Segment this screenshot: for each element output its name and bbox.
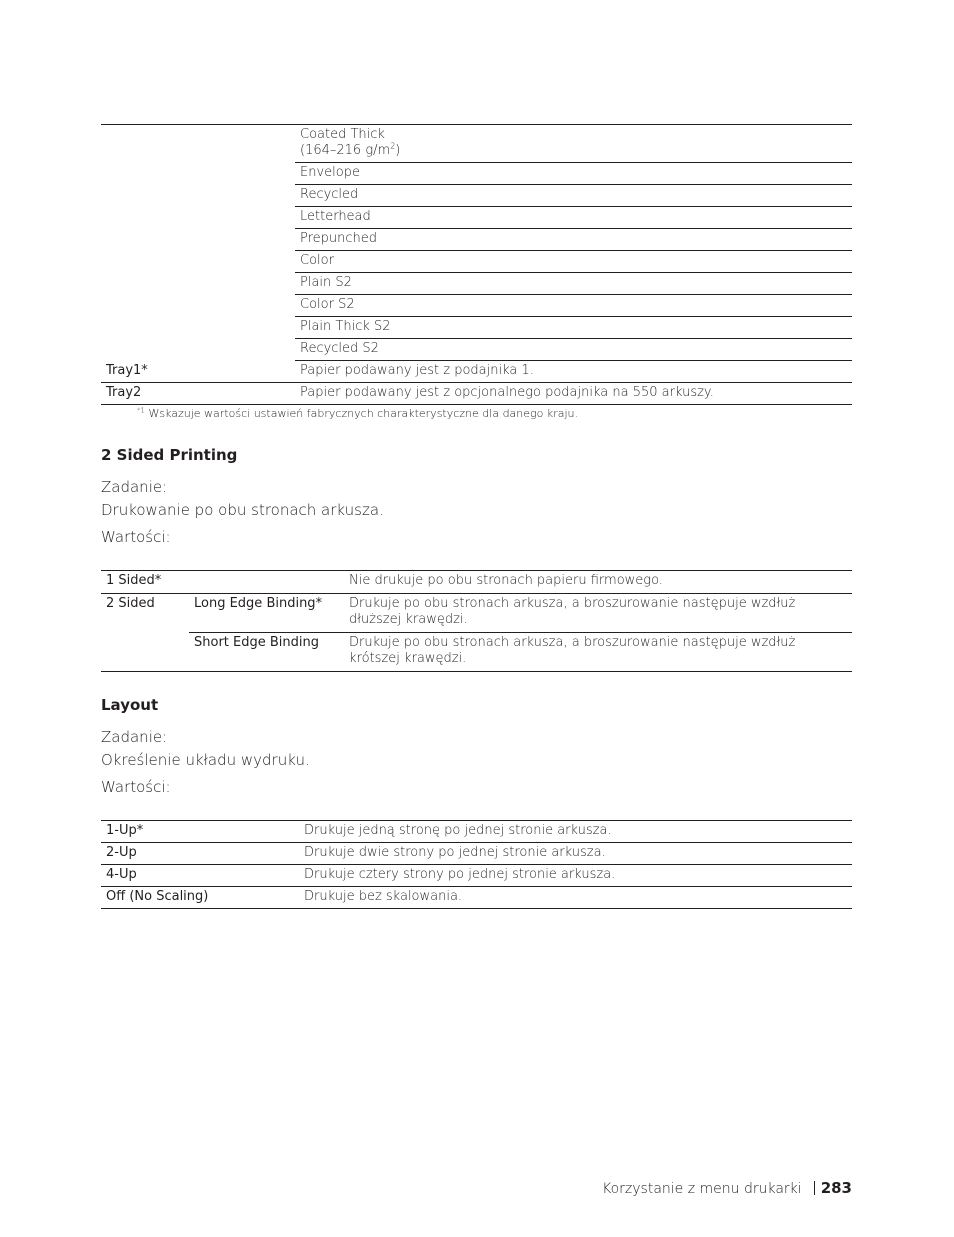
table-row	[101, 125, 852, 163]
table-row	[101, 383, 852, 405]
cell-text: Coated Thick	[300, 127, 385, 142]
table-cell	[295, 125, 852, 163]
task-text: Określenie układu wydruku.	[101, 751, 310, 769]
table-cell: Envelope	[295, 163, 852, 185]
table-key: 2 Sided	[101, 594, 189, 672]
footnote-text: Wskazuje wartości ustawień fabrycznych charakterystyczne dla danego kraju.	[144, 407, 579, 420]
table-cell: Papier podawany jest z opcjonalnego podajnika na 550 arkuszy.	[295, 383, 852, 405]
table-subkey: Long Edge Binding*	[189, 594, 344, 633]
task-label: Zadanie:	[101, 478, 168, 496]
table-row	[101, 887, 852, 909]
table-cell: Prepunched	[295, 229, 852, 251]
table-cell: Drukuje bez skalowania.	[299, 887, 852, 909]
layout-table	[101, 820, 852, 909]
table-row	[101, 843, 852, 865]
page-number: 283	[820, 1179, 852, 1197]
footnote-mark: *1	[137, 406, 145, 415]
section-title: Layout	[101, 696, 159, 714]
table-cell: Letterhead	[295, 207, 852, 229]
table-cell: Drukuje po obu stronach arkusza, a broszurowanie następuje wzdłuż krótszej krawędzi.	[344, 633, 852, 672]
table-key: 1-Up*	[101, 821, 299, 843]
table-cell: Drukuje jedną stronę po jednej stronie arkusza.	[299, 821, 852, 843]
cell-text: )	[395, 143, 401, 158]
empty-cell	[101, 125, 295, 361]
table-cell: Nie drukuje po obu stronach papieru firmowego.	[344, 571, 852, 594]
table-subkey: Short Edge Binding	[189, 633, 344, 672]
superscript: 2	[390, 141, 396, 151]
table-row	[101, 865, 852, 887]
paper-type-table	[101, 124, 852, 405]
table-cell: Papier podawany jest z podajnika 1.	[295, 361, 852, 383]
page-footer	[602, 1179, 852, 1197]
table-key: Off (No Scaling)	[101, 887, 299, 909]
task-text: Drukowanie po obu stronach arkusza.	[101, 501, 384, 519]
table-key: Tray2	[101, 383, 295, 405]
task-label: Zadanie:	[101, 728, 168, 746]
table-key: 2-Up	[101, 843, 299, 865]
table-row	[101, 821, 852, 843]
chapter-title: Korzystanie z menu drukarki	[602, 1181, 802, 1197]
table-cell: Recycled S2	[295, 339, 852, 361]
table-key: 1 Sided*	[101, 571, 344, 594]
cell-text: (164–216 g/m	[300, 143, 391, 158]
two-sided-table	[101, 570, 852, 672]
table-cell: Plain S2	[295, 273, 852, 295]
footnote	[137, 407, 578, 420]
section-title: 2 Sided Printing	[101, 446, 238, 464]
table-cell: Drukuje dwie strony po jednej stronie arkusza.	[299, 843, 852, 865]
table-cell: Drukuje cztery strony po jednej stronie arkusza.	[299, 865, 852, 887]
table-cell: Color	[295, 251, 852, 273]
table-cell: Plain Thick S2	[295, 317, 852, 339]
table-row	[101, 594, 852, 633]
table-key: Tray1*	[101, 361, 295, 383]
table-key: 4-Up	[101, 865, 299, 887]
table-row	[101, 361, 852, 383]
values-label: Wartości:	[101, 778, 171, 796]
table-cell: Color S2	[295, 295, 852, 317]
table-cell: Recycled	[295, 185, 852, 207]
values-label: Wartości:	[101, 528, 171, 546]
footer-divider	[814, 1181, 815, 1195]
table-cell: Drukuje po obu stronach arkusza, a broszurowanie następuje wzdłuż dłuższej krawędzi.	[344, 594, 852, 633]
table-row	[101, 633, 852, 672]
table-row	[101, 571, 852, 594]
